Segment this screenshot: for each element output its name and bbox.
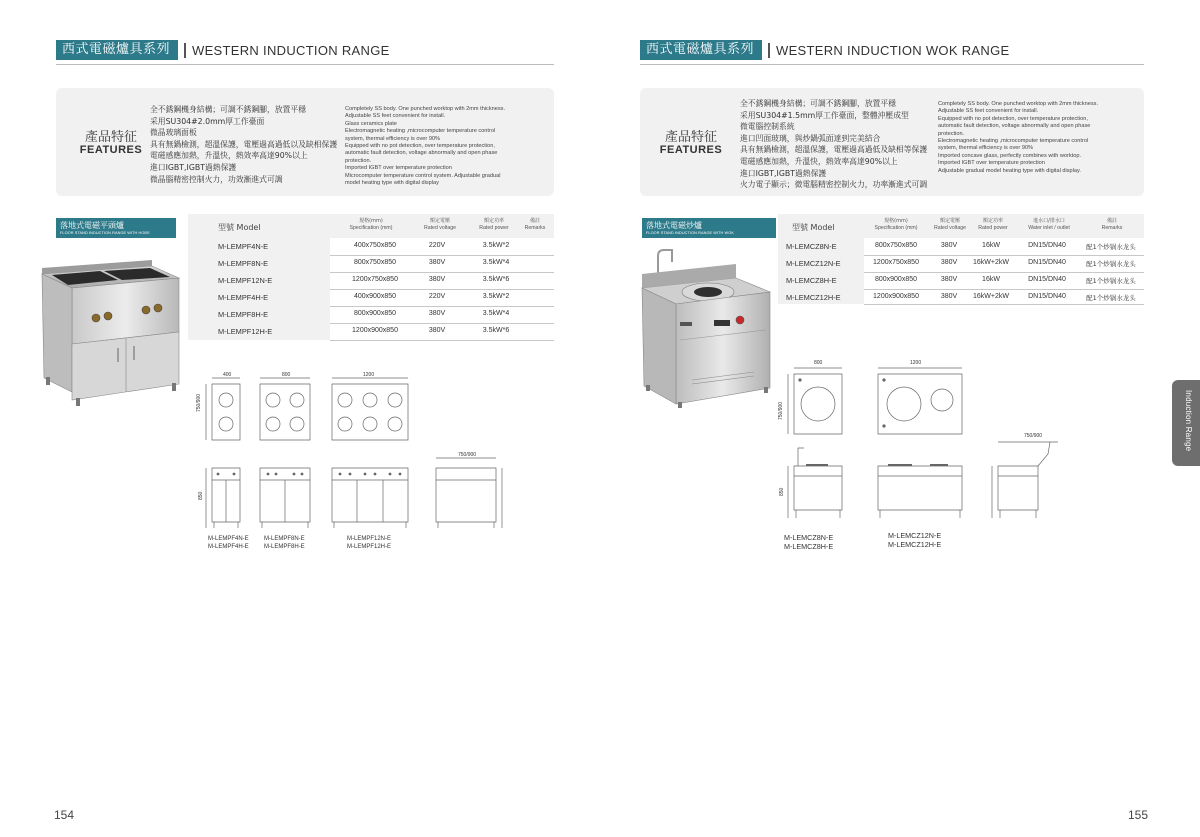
right-product-tag-en: FLOOR STAND INDUCTION RANGE WITH WOK: [646, 231, 734, 235]
left-th-remarks: 備註 Remarks: [524, 218, 546, 231]
left-header-title-en: WESTERN INDUCTION RANGE: [192, 42, 390, 58]
left-features-cn-list: 全不銹鋼機身結構；可調不銹鋼腳，放置平穩 采用SU304#2.0mm厚工作臺面 微晶玻璃面板 具有無鍋檢測，超溫保護，電壓過高過低以及缺相保護 電磁感應加熱，升溫快，熱效率高達90%以上 進口IGBT,IGBT過熱保護 微晶腦精密控制火力，功效漸進式可調: [150, 105, 338, 184]
left-features-en-list: Completely SS body. One punched worktop with 2mm thickness. Adjustable SS feet convenient for install. Glass ceramics plate Electromagnetic heating ,microcomputer temperature control system, thermal efficiency is over 90% Equipped with no pot detection, over temperature protection, automatic fault detection, voltage abnormally and open phase protection. Imported IGBT over temperature protection Microcomputer temperature control system. Adjustable gradual model heating type with digital display: [345, 106, 506, 187]
induction-range-product-image: [34, 252, 184, 412]
right-th-voltage: 額定電壓 Rated voltage: [933, 218, 966, 231]
left-features-label-en: FEATURES: [79, 144, 143, 156]
row-divider: [330, 272, 554, 273]
dim-r-1200: 1200: [910, 360, 922, 366]
table-row: M-LEMPF12H-E 1200x900x850 380V 3.5kW*6: [218, 327, 510, 336]
row-divider: [330, 255, 554, 256]
left-features-label-cn: 產品特征: [84, 130, 137, 145]
header-divider: [184, 43, 186, 58]
right-features-en-list: Completely SS body. One punched worktop with 2mm thickness. Adjustable SS feet convenient for install. Equipped with no pot detection, over temperature protection, automatic fault detection, voltage abnormally and open phase protection. Electromagnetic heating ,microcomputer temperature control system, thermal efficiency is over 90% Imported concave glass, perfectly combines with worktop. Imported IGBT over temperature protection Adjustable gradual model heating type with digital display.: [938, 101, 1099, 174]
right-header-title-en: WESTERN INDUCTION WOK RANGE: [776, 42, 1010, 58]
dim-r-side-750-900: 750/900: [1024, 433, 1043, 439]
left-top-view-drawings: [196, 374, 416, 450]
right-th-spec: 規格(mm) Specification (mm): [874, 218, 918, 231]
right-product-tag-cn: 落地式電磁炒爐: [646, 221, 702, 230]
caption-400: M-LEMPF4N-E M-LEMPF4H-E: [208, 536, 249, 550]
caption-wok-800: M-LEMCZ8N-E M-LEMCZ8H-E: [784, 533, 834, 551]
right-product-tag: [642, 218, 776, 238]
table-row: M-LEMPF4H-E 400x900x850 220V 3.5kW*2: [218, 293, 510, 302]
right-table-model-header: 型號 Model: [792, 223, 835, 232]
dim-r-850: 850: [779, 487, 785, 496]
row-divider: [330, 306, 554, 307]
table-row: M-LEMPF4N-E 400x750x850 220V 3.5kW*2: [218, 242, 510, 251]
right-top-view-drawings: [780, 360, 980, 440]
row-divider: [864, 255, 1144, 256]
dim-r-800: 800: [814, 360, 823, 366]
induction-wok-product-image: [636, 244, 776, 410]
right-th-remarks: 備註 Remarks: [1101, 218, 1123, 231]
right-section-header: [640, 40, 1009, 60]
table-row: M-LEMCZ12N-E 1200x750x850 380V 16kW+2kW DN15/DN40 配1个炒锅水龙头: [786, 259, 1136, 268]
dim-1200: 1200: [363, 372, 375, 378]
right-th-power: 額定功率 Rated power: [978, 218, 1008, 231]
left-section-header: [56, 40, 390, 60]
left-table-model-header: 型號 Model: [218, 223, 261, 232]
caption-wok-1200: M-LEMCZ12N-E M-LEMCZ12H-E: [888, 531, 942, 549]
dim-side-750-900: 750/900: [458, 452, 477, 458]
caption-800: M-LEMPF8N-E M-LEMPF8H-E: [264, 536, 305, 550]
left-front-view-drawings: [196, 452, 526, 530]
dim-850: 850: [198, 491, 204, 500]
left-features-box: [56, 88, 554, 196]
row-divider: [864, 304, 1144, 305]
header-divider: [768, 43, 770, 58]
left-th-spec: 規格(mm) Specification (mm): [349, 218, 393, 231]
row-divider: [330, 340, 554, 341]
right-header-rule: [640, 64, 1144, 65]
left-product-tag: [56, 218, 176, 238]
caption-1200: M-LEMPF12N-E M-LEMPF12H-E: [347, 536, 392, 550]
right-page-number: 155: [1128, 808, 1149, 822]
dim-r-750-900: 750/900: [778, 401, 784, 420]
right-features-cn-list: 全不銹鋼機身結構；可調不銹鋼腳，放置平穩 采用SU304#1.5mm厚工作臺面，整體沖壓成型 微電腦控制系統 進口凹面玻璃，與炒鍋弧面達到完美結合 具有無鍋檢測，超溫保護，電壓過高過低及缺相等保護 電磁感應加熱，升溫快，熱效率高達90%以上 進口IGBT,IGBT過熱保護 火力電子顯示；微電腦精密控制火力，功率漸進式可調: [740, 99, 928, 190]
left-th-power: 額定功率 Rated power: [479, 218, 509, 231]
left-product-tag-en: FLOOR STAND INDUCTION RANGE WITH HOBS: [60, 231, 150, 235]
left-header-title-cn: 西式電磁爐具系列: [56, 40, 178, 60]
table-row: M-LEMPF8N-E 800x750x850 380V 3.5kW*4: [218, 259, 510, 268]
left-page-number: 154: [54, 808, 75, 822]
left-product-tag-cn: 落地式電磁平頭爐: [60, 221, 124, 230]
right-header-title-cn: 西式電磁爐具系列: [640, 40, 762, 60]
left-header-rule: [56, 64, 554, 65]
right-front-view-drawings: [780, 438, 1080, 524]
right-features-label-cn: 產品特征: [664, 130, 717, 145]
left-spec-table-header: [188, 214, 554, 238]
dim-800: 800: [282, 372, 291, 378]
row-divider: [330, 323, 554, 324]
table-row: M-LEMCZ12H-E 1200x900x850 380V 16kW+2kW DN15/DN40 配1个炒锅水龙头: [786, 293, 1136, 302]
row-divider: [330, 289, 554, 290]
right-features-box: [640, 88, 1144, 196]
section-side-tab: [1172, 380, 1200, 466]
right-spec-table-header: [778, 214, 1144, 238]
dim-750-900: 750/900: [196, 393, 202, 412]
right-th-water: 進水口/排水口 Water inlet / outlet: [1028, 218, 1070, 231]
side-tab-label: Induction Range: [1184, 390, 1193, 452]
left-th-voltage: 額定電壓 Rated voltage: [423, 218, 456, 231]
row-divider: [864, 289, 1144, 290]
table-row: M-LEMCZ8H-E 800x900x850 380V 16kW DN15/DN40 配1个炒锅水龙头: [786, 276, 1136, 285]
table-row: M-LEMPF8H-E 800x900x850 380V 3.5kW*4: [218, 310, 510, 319]
table-row: M-LEMPF12N-E 1200x750x850 380V 3.5kW*6: [218, 276, 510, 285]
table-row: M-LEMCZ8N-E 800x750x850 380V 16kW DN15/DN40 配1个炒锅水龙头: [786, 242, 1136, 251]
dim-400: 400: [223, 372, 232, 378]
row-divider: [864, 272, 1144, 273]
right-features-label-en: FEATURES: [659, 144, 723, 156]
